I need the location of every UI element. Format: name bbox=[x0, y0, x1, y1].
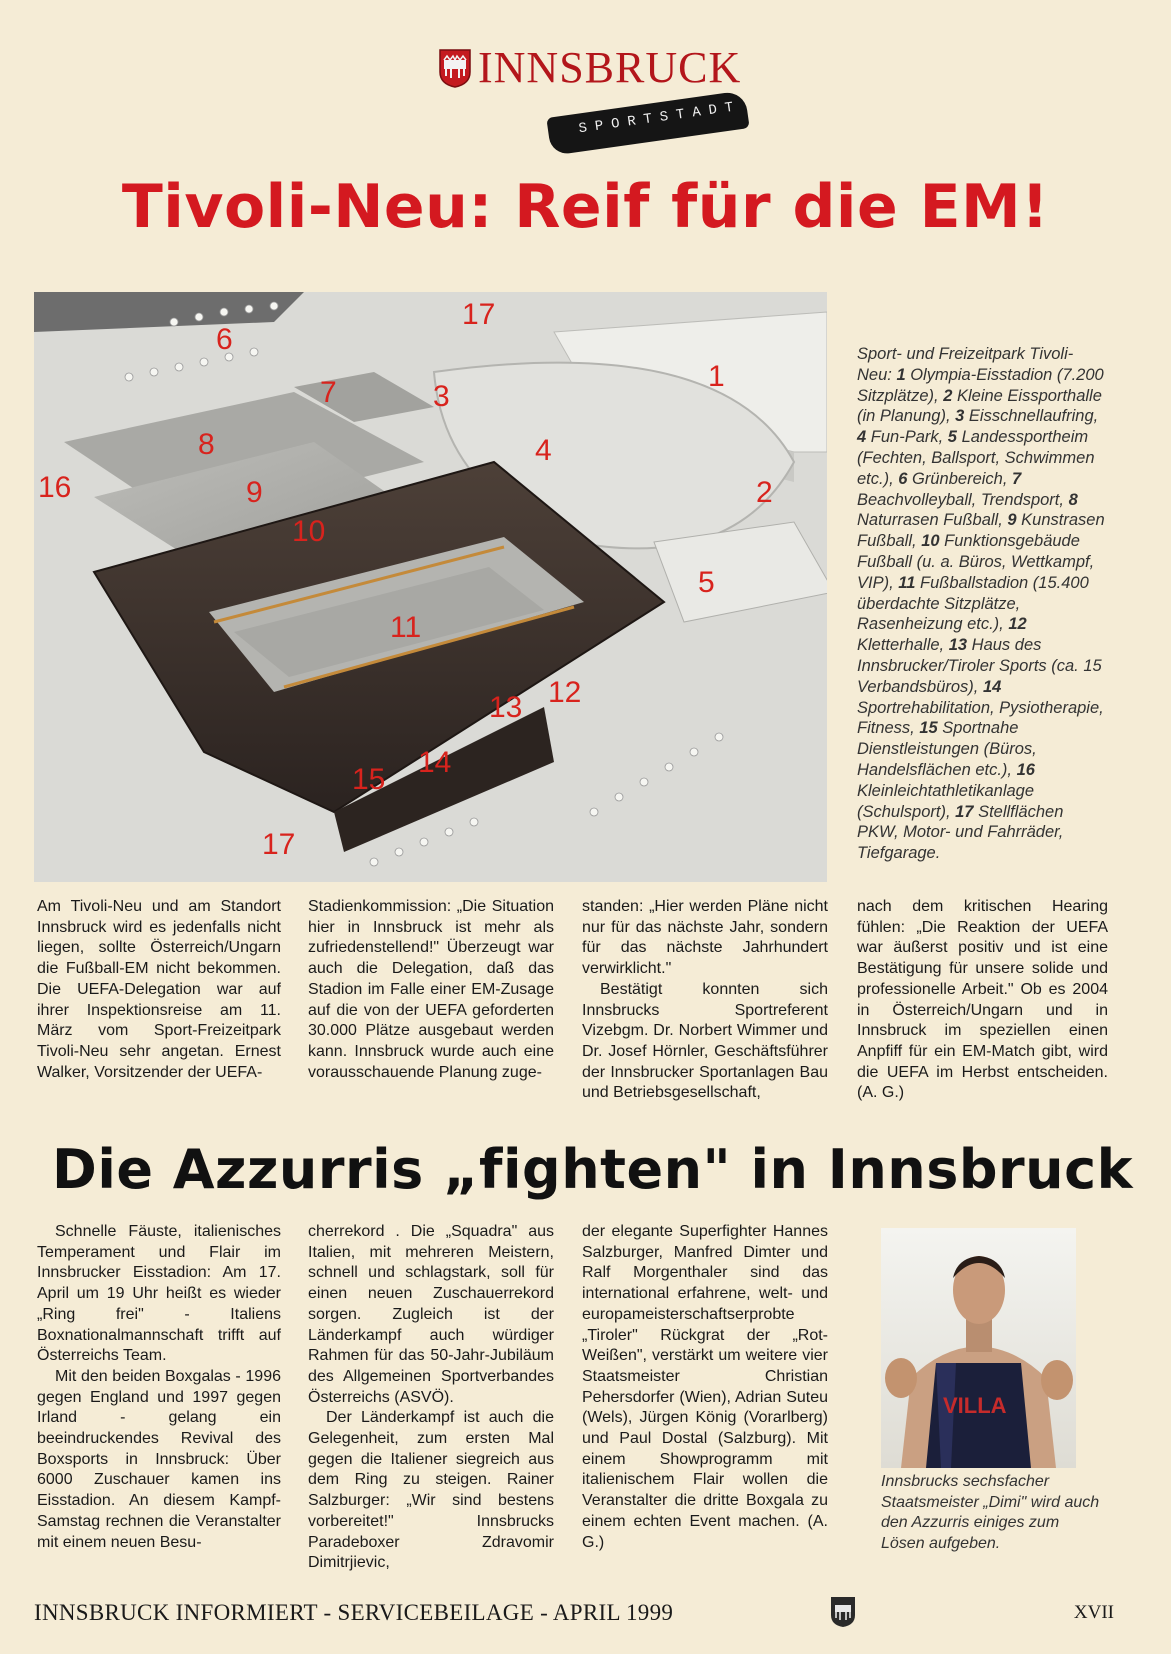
photo-label-13: 13 bbox=[489, 691, 523, 724]
paragraph: Stadienkommission: „Die Situation hier in Innsbruck ist mehr als zufriedenstellend!" Überzeugt war auch die Delegation, daß das Stadion im Falle einer EM-Zusage auf die von der UEFA geforderten 30.000 Plätze ausgebaut werden kann. Innsbruck wurde auch eine vorausschauende Planung zuge- bbox=[308, 898, 554, 1081]
legend-num: 13 bbox=[948, 636, 968, 655]
article2-column-3 bbox=[582, 1222, 828, 1553]
legend-text: Beachvolleyball, Trendsport, bbox=[857, 490, 1069, 509]
legend-text: Naturrasen Fußball, bbox=[857, 511, 1008, 530]
legend-text: Eisschnellaufring, bbox=[964, 407, 1099, 426]
legend-text: Kleinleichtathletikanlage (Schulsport), bbox=[857, 781, 1035, 821]
photo-label-16: 16 bbox=[38, 471, 72, 504]
photo-label-17-top: 17 bbox=[462, 298, 496, 331]
brand-tagline: SPORTSTADT bbox=[577, 98, 743, 138]
article1-column-2 bbox=[308, 897, 554, 1083]
legend-text: Stellflächen PKW, Motor- und Fahrräder, Tiefgarage. bbox=[857, 802, 1064, 863]
photo-label-3: 3 bbox=[433, 380, 450, 413]
stadium-model-photo bbox=[34, 292, 827, 882]
photo-label-9: 9 bbox=[246, 476, 263, 509]
article1-column-4 bbox=[857, 897, 1108, 1104]
article2-column-2 bbox=[308, 1222, 554, 1574]
photo-label-17-bottom: 17 bbox=[262, 828, 296, 861]
paragraph: Schnelle Fäuste, italienisches Temperament und Flair im Innsbrucker Eisstadion: Am 17. April um 19 Uhr heißt es wieder „Ring frei" - Italiens Boxnationalmannschaft trifft auf Österreichs Team. bbox=[37, 1223, 281, 1365]
photo-label-14: 14 bbox=[418, 746, 452, 779]
photo-label-5: 5 bbox=[698, 566, 715, 599]
legend-text: Landessportheim (Fechten, Ballsport, Schwimmen etc.), bbox=[857, 428, 1095, 488]
legend-num: 12 bbox=[1008, 615, 1027, 634]
legend-text: Kletterhalle, bbox=[857, 636, 949, 655]
paragraph: standen: „Hier werden Pläne nicht nur für das nächste Jahr, sondern für das nächste Jahrhundert verwirklicht." bbox=[582, 898, 828, 978]
masthead bbox=[438, 40, 758, 138]
paragraph: Mit den beiden Boxgalas - 1996 gegen England und 1997 gegen Irland - gelang ein beeindruckendes Revival des Boxsports in Innsbruck: Über 6000 Zuschauer kamen ins Eisstadion. An diesem Kampf-Samstag rechnen die Veranstalter mit einem neuen Besu- bbox=[37, 1367, 281, 1551]
paragraph: Der Länderkampf ist auch die Gelegenheit, zum ersten Mal gegen die Italiener siegreich aus dem Ring zu steigen. Rainer Salzburger: „Wir sind bestens vorbereitet!" Innsbrucks Paradeboxer Zdravomir Dimitrjievic, bbox=[308, 1409, 554, 1572]
innsbruck-crest-icon bbox=[830, 1596, 856, 1628]
paragraph: der elegante Superfighter Hannes Salzburger, Manfred Dimter und Ralf Morgenthaler sind das international erfahrene, welt- und europameisterschaftserprobte „Tiroler" Rückgrat der „Rot-Weißen", verstärkt um weitere vier Staatsmeister Christian Pehersdorfer (Wien), Adrian Suteu (Wels), Jürgen König (Vorarlberg) und Paul Dostal (Salzburg). Mit einem Showprogramm mit italienischem Flair wollen die Veranstalter die dritte Boxgala zu einem echten Event machen. (A. G.) bbox=[582, 1223, 828, 1551]
legend-num: 11 bbox=[898, 573, 916, 592]
legend-num: 3 bbox=[955, 407, 965, 426]
legend-text: Fun-Park, bbox=[866, 428, 948, 447]
legend-num: 9 bbox=[1007, 511, 1017, 530]
caption-intro: Sport- und Freizeitpark Tivoli-Neu: bbox=[857, 345, 1074, 384]
legend-num: 5 bbox=[947, 428, 957, 447]
article1-column-1 bbox=[37, 897, 281, 1083]
legend-text: Kunstrasen Fußball, bbox=[857, 511, 1105, 551]
legend-text: Haus des Innsbrucker/Tiroler Sports (ca. 15 Verbandsbüros), bbox=[857, 636, 1102, 696]
legend-num: 8 bbox=[1068, 490, 1078, 509]
page-footer bbox=[34, 1600, 1114, 1630]
legend-text: Olympia-Eisstadion (7.200 Sitzplätze), bbox=[857, 365, 1104, 405]
brand-name: INNSBRUCK bbox=[478, 43, 742, 92]
innsbruck-crest-icon bbox=[438, 48, 472, 88]
paragraph: Am Tivoli-Neu und am Standort Innsbruck wird es jedenfalls nicht liegen, sollte Österreich/Ungarn die Fußball-EM nicht bekommen. Die UEFA-Delegation war auf ihrer Inspektionsreise am 11. März vom Sport-Freizeitpark Tivoli-Neu sehr angetan. Ernest Walker, Vorsitzender der UEFA- bbox=[37, 898, 281, 1081]
paragraph: nach dem kritischen Hearing fühlen: „Die Reaktion der UEFA war äußerst positiv und ist eine Bestätigung für unsere solide und professionelle Arbeit." Ob es 2004 in Österreich/Ungarn und in Innsbruck im speziellen einen Anpfiff für ein EM-Match gibt, wird die UEFA im Herbst entscheiden. (A. G.) bbox=[857, 898, 1108, 1102]
photo-caption-legend bbox=[857, 344, 1105, 864]
legend-num: 15 bbox=[919, 719, 938, 738]
legend-text: Kleine Eissporthalle (in Planung), bbox=[857, 386, 1102, 426]
shirt-logo: VILLA bbox=[943, 1393, 1007, 1418]
photo-label-7: 7 bbox=[320, 376, 337, 409]
legend-num: 10 bbox=[921, 532, 940, 551]
photo-label-8: 8 bbox=[198, 428, 215, 461]
article-headline-tivoli: Tivoli-Neu: Reif für die EM! bbox=[121, 172, 1050, 242]
photo-label-12: 12 bbox=[548, 676, 582, 709]
legend-text: Sportrehabilitation, Pysiotherapie, Fitness, bbox=[857, 698, 1104, 738]
photo-label-6: 6 bbox=[216, 323, 233, 356]
legend-num: 2 bbox=[943, 386, 953, 405]
legend-num: 4 bbox=[857, 428, 867, 447]
legend-num: 14 bbox=[982, 677, 1002, 696]
legend-text: Grünbereich, bbox=[907, 469, 1013, 488]
boxer-photo-caption: Innsbrucks sechsfacher Staatsmeister „Dimi" wird auch den Azzurris einiges zum Lösen aufgeben. bbox=[881, 1473, 1100, 1552]
photo-label-15: 15 bbox=[352, 763, 386, 796]
legend-num: 16 bbox=[1016, 760, 1035, 779]
legend-num: 17 bbox=[955, 802, 974, 821]
footer-publication: INNSBRUCK INFORMIERT - SERVICEBEILAGE - APRIL 1999 bbox=[34, 1600, 674, 1625]
photo-label-4: 4 bbox=[535, 434, 552, 467]
page-number: XVII bbox=[1073, 1602, 1114, 1623]
photo-label-2: 2 bbox=[756, 476, 773, 509]
article2-column-1 bbox=[37, 1222, 281, 1553]
legend-text: Fußballstadion (15.400 überdachte Sitzplätze, Rasenheizung etc.), bbox=[857, 573, 1089, 634]
photo-label-11: 11 bbox=[390, 611, 422, 644]
article-headline-azzurris: Die Azzurris „fighten" in Innsbruck bbox=[52, 1138, 1133, 1201]
boxer-photo bbox=[881, 1228, 1076, 1468]
legend-text: Funktionsgebäude Fußball (u. a. Büros, Wettkampf, VIP), bbox=[857, 532, 1095, 592]
photo-label-10: 10 bbox=[292, 515, 326, 548]
paragraph: cherrekord . Die „Squadra" aus Italien, mit mehreren Meistern, schnell und schlagstark, soll für einen neuen Zuschauerrekord sorgen. Zugleich ist der Länderkampf auch würdiger Rahmen für das 50-Jahr-Jubiläum des Allgemeinen Sportverbandes Österreichs (ASVÖ). bbox=[308, 1223, 554, 1406]
legend-num: 7 bbox=[1012, 469, 1022, 488]
legend-text: Sportnahe Dienstleistungen (Büros, Handelsflächen etc.), bbox=[857, 719, 1037, 779]
legend-num: 6 bbox=[898, 469, 908, 488]
photo-label-1: 1 bbox=[708, 360, 725, 393]
paragraph: Bestätigt konnten sich Innsbrucks Sportreferent Vizebgm. Dr. Norbert Wimmer und Dr. Josef Hörnler, Geschäftsführer der Innsbrucker Sportanlagen Bau und Betriebsgesellschaft, bbox=[582, 980, 828, 1102]
legend-num: 1 bbox=[896, 365, 906, 384]
article1-column-3 bbox=[582, 897, 828, 1104]
